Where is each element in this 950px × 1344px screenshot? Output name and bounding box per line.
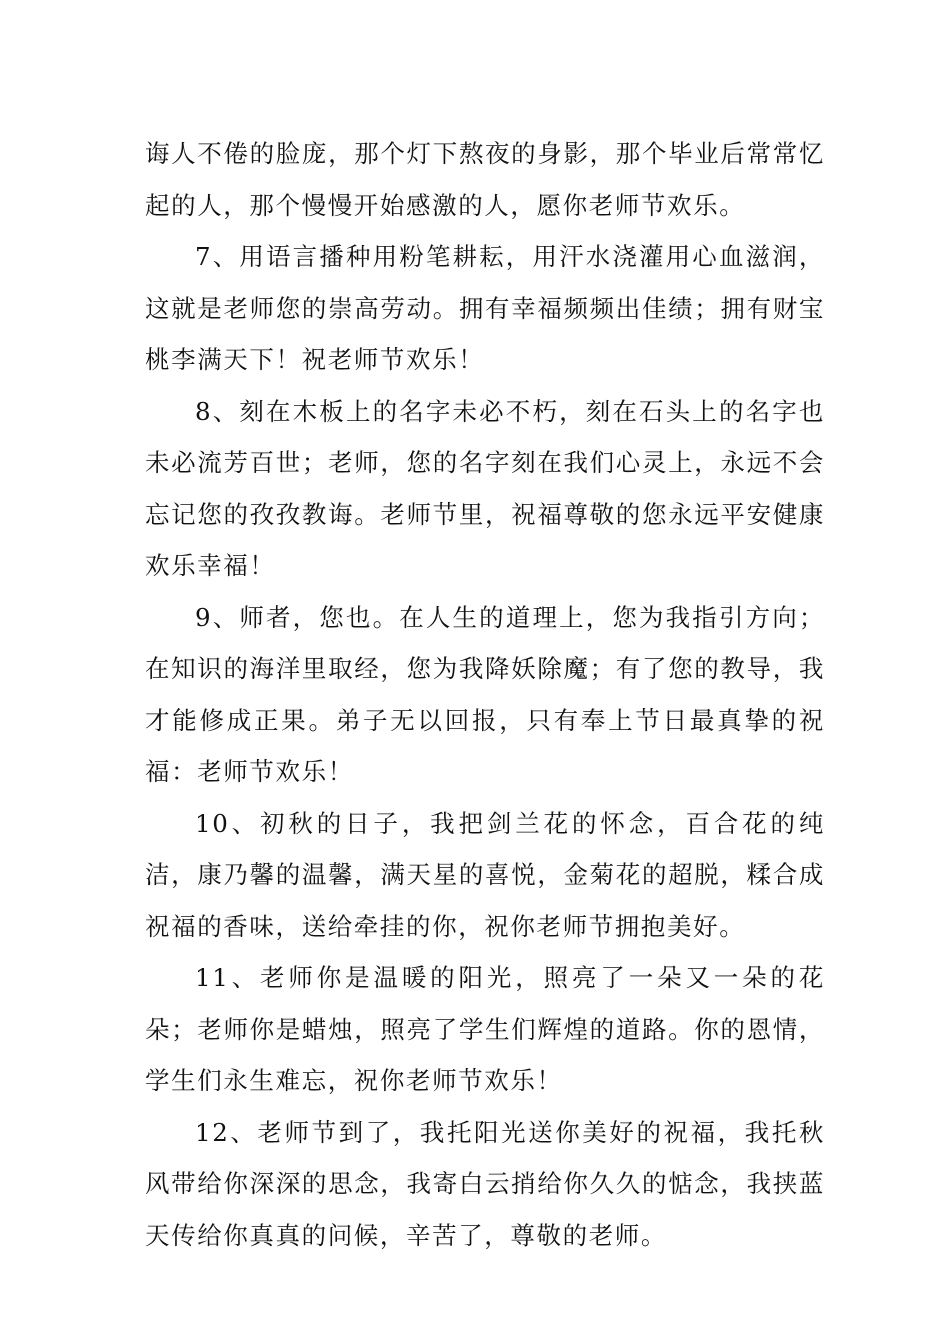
paragraph-item-12: 12、老师节到了，我托阳光送你美好的祝福，我托秋风带给你深深的思念，我寄白云捎给你久久的惦念，我挟蓝天传给你真真的问候，辛苦了，尊敬的老师。 [145,1117,825,1250]
paragraph-item-11: 11、老师你是温暖的阳光，照亮了一朵又一朵的花朵；老师你是蜡烛，照亮了学生们辉煌的道路。你的恩情，学生们永生难忘，祝你老师节欢乐！ [145,963,825,1095]
paragraph-item-10: 10、初秋的日子，我把剑兰花的怀念，百合花的纯洁，康乃馨的温馨，满天星的喜悦，金菊花的超脱，糅合成祝福的香味，送给牵挂的你，祝你老师节拥抱美好。 [145,808,825,941]
paragraph-item-9: 9、师者，您也。在人生的道理上，您为我指引方向；在知识的海洋里取经，您为我降妖除魔；有了您的教导，我才能修成正果。弟子无以回报，只有奉上节日最真挚的祝福：老师节欢乐！ [145,602,825,786]
paragraph-continuation: 诲人不倦的脸庞，那个灯下熬夜的身影，那个毕业后常常忆起的人，那个慢慢开始感激的人，愿你老师节欢乐。 [145,139,825,220]
paragraph-item-7: 7、用语言播种用粉笔耕耘，用汗水浇灌用心血滋润，这就是老师您的崇高劳动。拥有幸福频频出佳绩；拥有财宝桃李满天下！祝老师节欢乐！ [145,242,825,374]
document-body [145,128,825,1261]
paragraph-item-8: 8、刻在木板上的名字未必不朽，刻在石头上的名字也未必流芳百世；老师，您的名字刻在我们心灵上，永远不会忘记您的孜孜教诲。老师节里，祝福尊敬的您永远平安健康欢乐幸福！ [145,396,825,580]
